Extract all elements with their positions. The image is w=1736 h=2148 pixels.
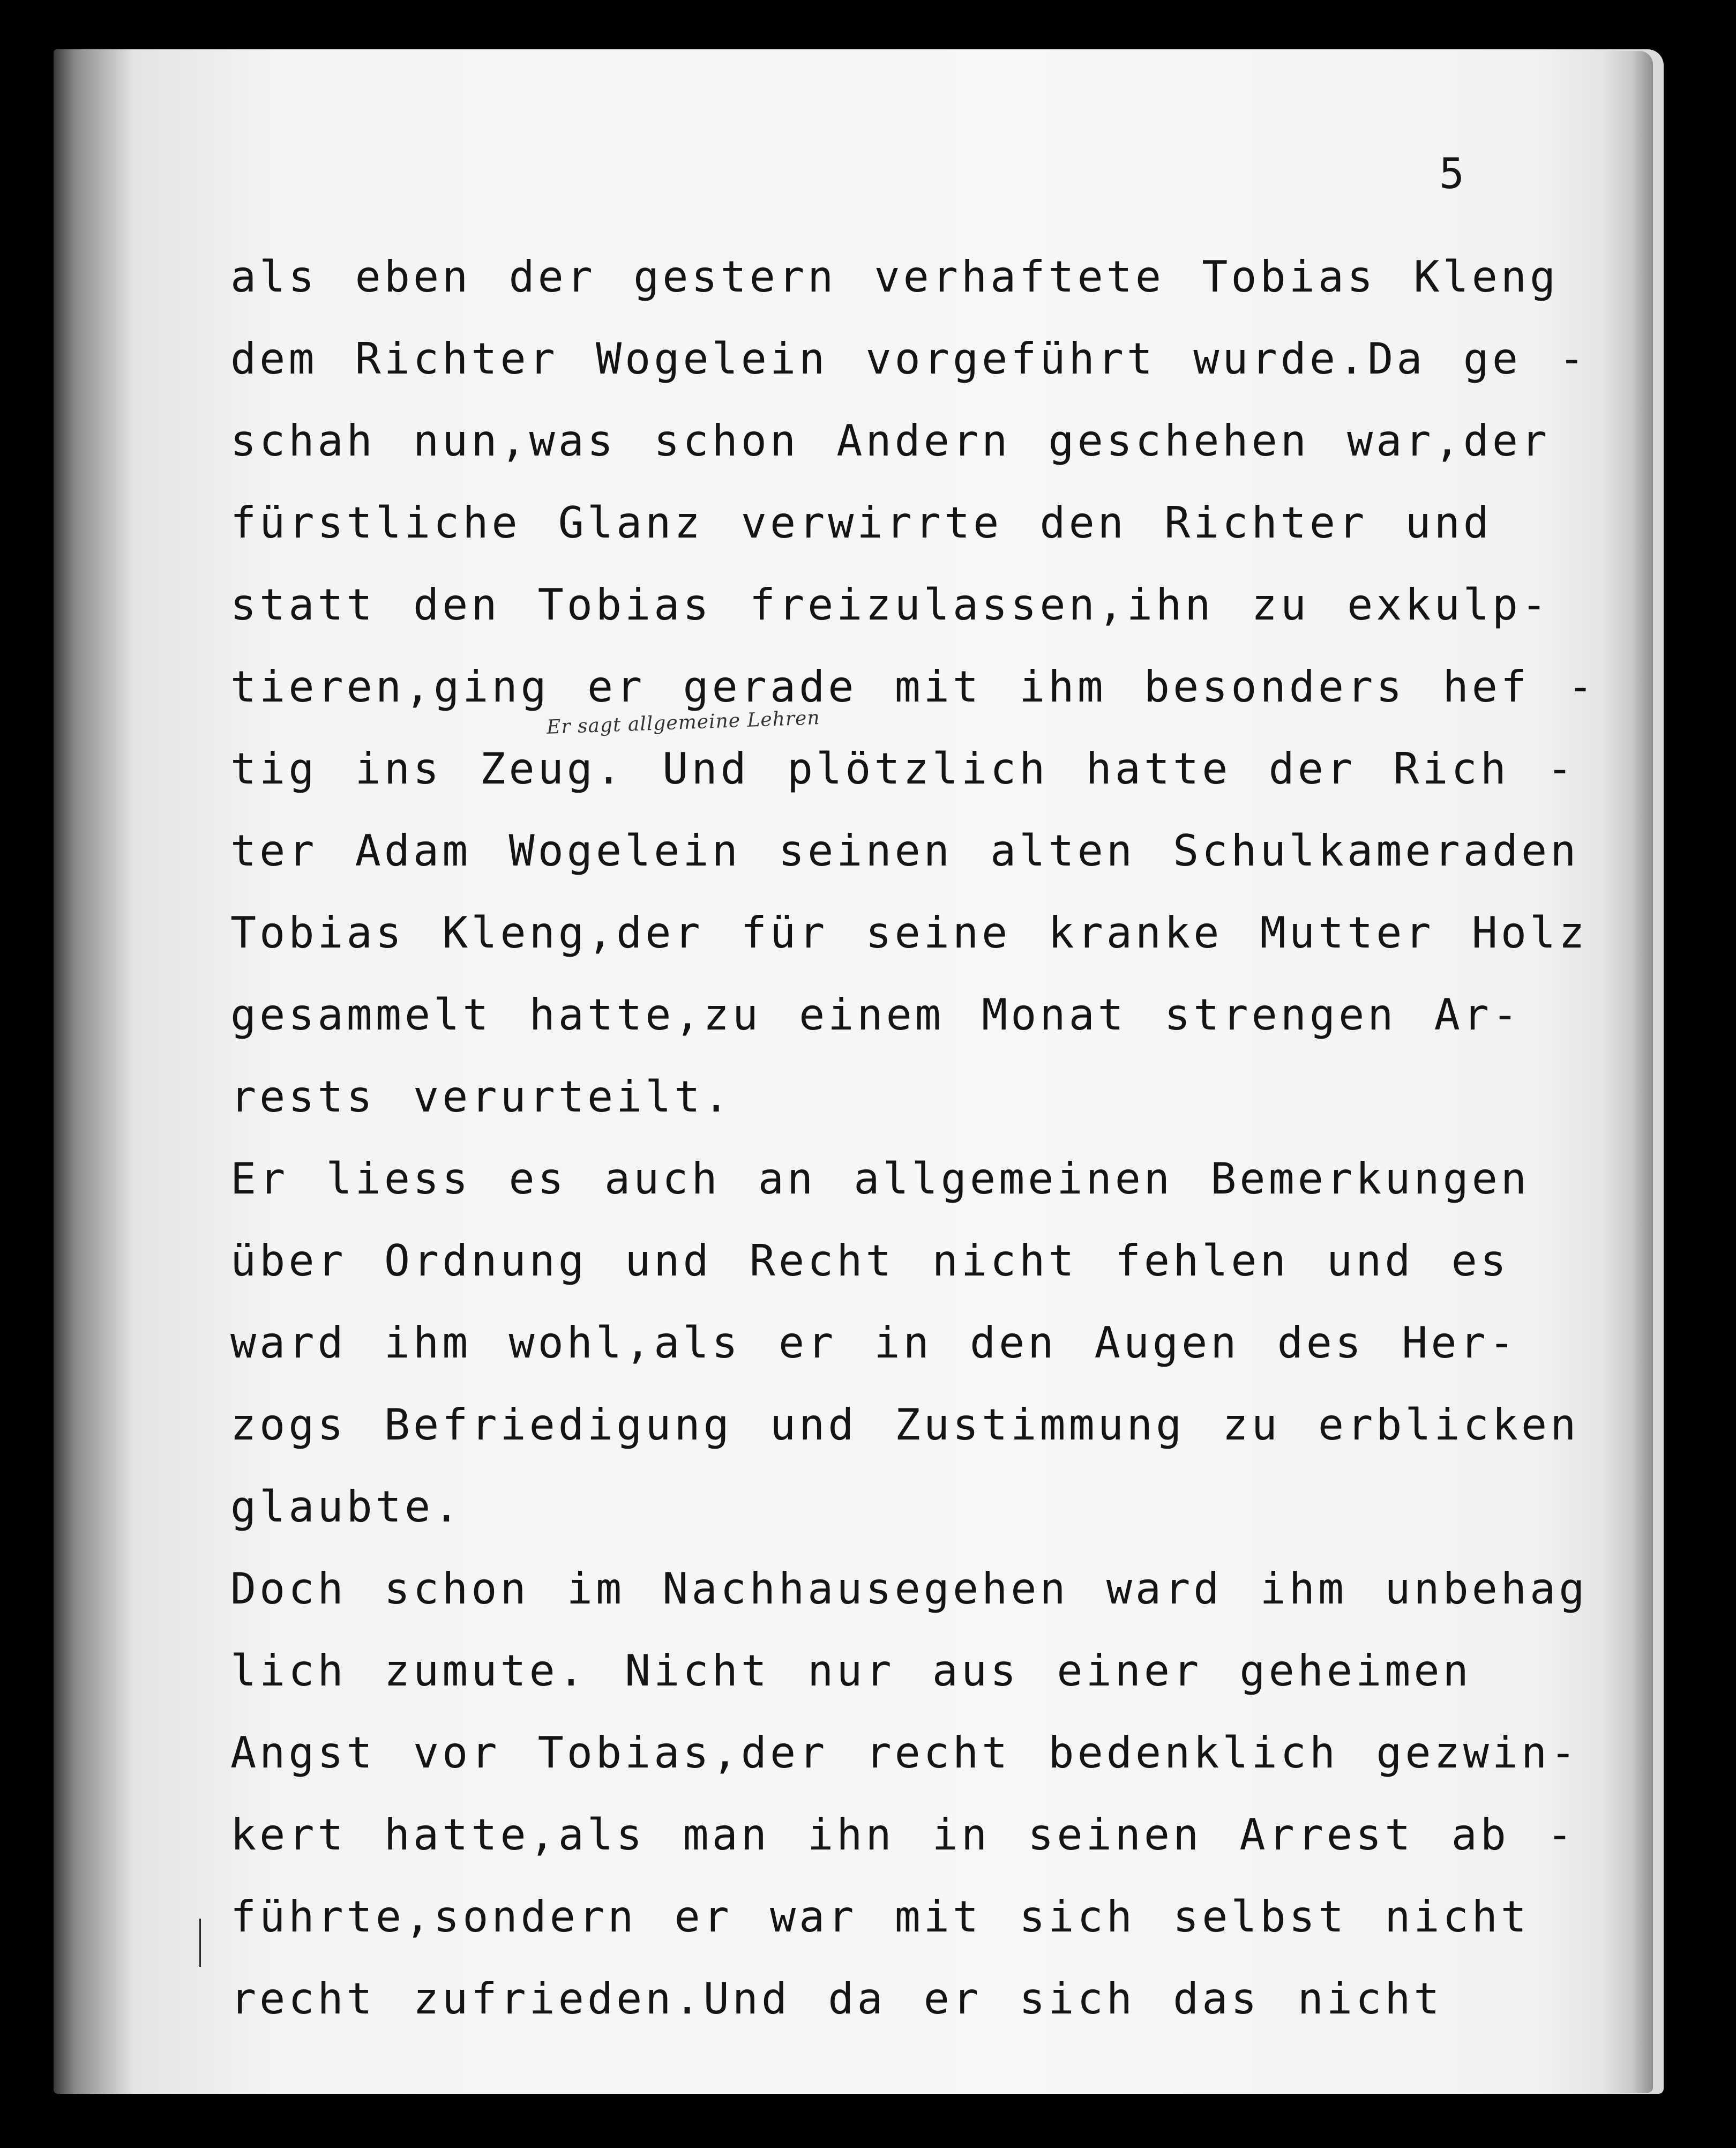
text-line: zogs Befriedigung und Zustimmung zu erblicken xyxy=(230,1400,1580,1450)
text-line: tig ins Zeug. Und plötzlich hatte der Rich - xyxy=(230,744,1576,794)
text-line: lich zumute. Nicht nur aus einer geheimen xyxy=(230,1646,1472,1696)
text-line: kert hatte,als man ihn in seinen Arrest ab - xyxy=(230,1810,1576,1860)
text-line: über Ordnung und Recht nicht fehlen und es xyxy=(230,1236,1509,1286)
paper-edge-shadow xyxy=(1602,51,1653,2093)
text-line: dem Richter Wogelein vorgeführt wurde.Da ge - xyxy=(230,334,1588,384)
text-line: Doch schon im Nachhausegehen ward ihm unbehag xyxy=(230,1564,1588,1614)
text-line: fürstliche Glanz verwirrte den Richter und xyxy=(230,498,1492,548)
text-line: Angst vor Tobias,der recht bedenklich gezwin- xyxy=(230,1728,1580,1778)
text-line: statt den Tobias freizulassen,ihn zu exkulp- xyxy=(230,580,1551,630)
text-line: ter Adam Wogelein seinen alten Schulkameraden xyxy=(230,826,1580,876)
text-line: gesammelt hatte,zu einem Monat strengen Ar- xyxy=(230,990,1522,1040)
text-line: Er liess es auch an allgemeinen Bemerkungen xyxy=(230,1154,1530,1204)
text-line: Tobias Kleng,der für seine kranke Mutter Holz xyxy=(230,908,1588,958)
text-line: ward ihm wohl,als er in den Augen des Her- xyxy=(230,1318,1518,1368)
text-line: als eben der gestern verhaftete Tobias Kleng xyxy=(230,252,1559,302)
page-number: 5 xyxy=(1439,150,1465,198)
text-line: glaubte. xyxy=(230,1482,463,1532)
text-line: recht zufrieden.Und da er sich das nicht xyxy=(230,1974,1443,2024)
text-line: tieren,ging er gerade mit ihm besonders hef - xyxy=(230,662,1597,712)
typed-body-text xyxy=(230,236,1597,2040)
handwritten-annotation: Er sagt allgemeine Lehren xyxy=(546,707,821,739)
text-line: rests verurteilt. xyxy=(230,1072,732,1122)
margin-tick-mark xyxy=(199,1919,201,1967)
text-line: schah nun,was schon Andern geschehen war,der xyxy=(230,416,1551,466)
text-line: führte,sondern er war mit sich selbst nicht xyxy=(230,1892,1530,1942)
